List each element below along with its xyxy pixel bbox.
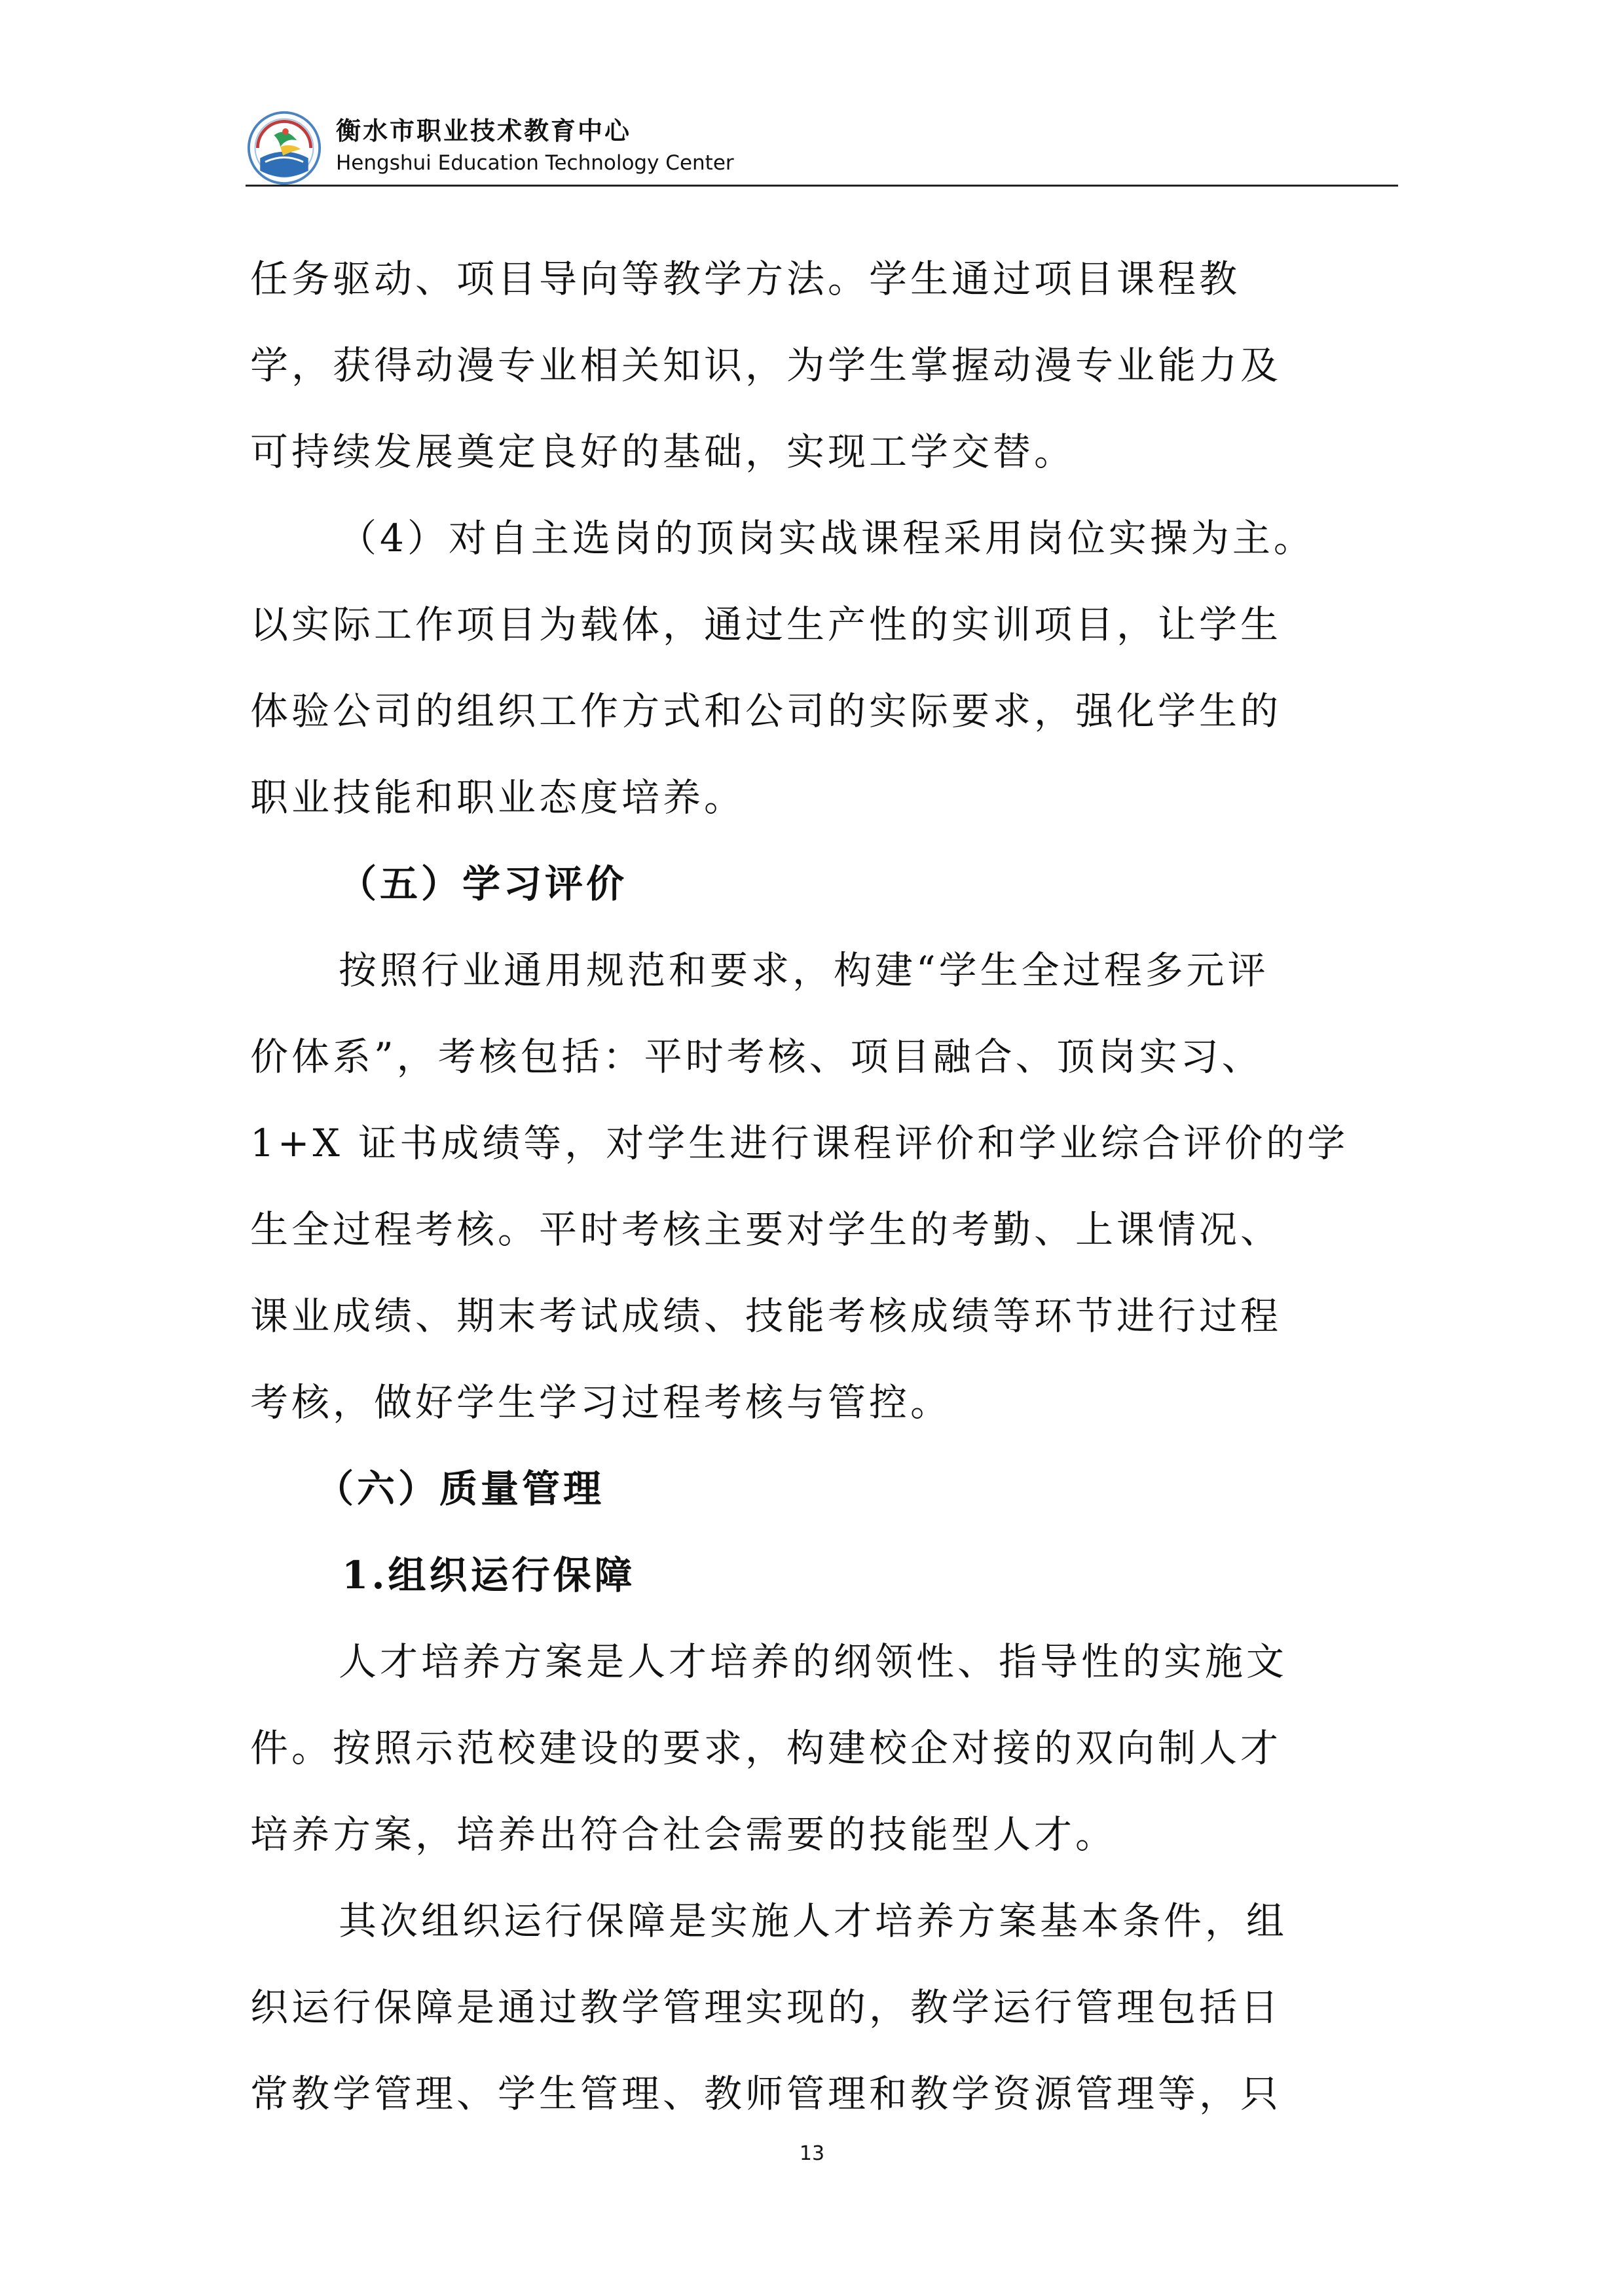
paragraph-line: 以实际工作项目为载体，通过生产性的实训项目，让学生 (250, 602, 1282, 647)
paragraph-line: 人才培养方案是人才培养的纲领性、指导性的实施文 (339, 1639, 1288, 1684)
organization-name-cn: 衡水市职业技术教育中心 (336, 116, 632, 145)
paragraph-line: 按照行业通用规范和要求，构建“学生全过程多元评 (339, 948, 1269, 993)
paragraph-line: 件。按照示范校建设的要求，构建校企对接的双向制人才 (250, 1726, 1282, 1770)
paragraph-line: 职业技能和职业态度培养。 (250, 775, 746, 820)
paragraph-line: 课业成绩、期末考试成绩、技能考核成绩等环节进行过程 (250, 1294, 1282, 1338)
paragraph-line: 考核，做好学生学习过程考核与管控。 (250, 1380, 952, 1425)
page-header (246, 105, 1398, 187)
school-emblem-icon (246, 110, 323, 186)
paragraph-line: 生全过程考核。平时考核主要对学生的考勤、上课情况、 (250, 1207, 1282, 1252)
paragraph-line: 织运行保障是通过教学管理实现的，教学运行管理包括日 (250, 1985, 1282, 2030)
header-divider (246, 185, 1398, 187)
section-heading: （六）质量管理 (316, 1467, 605, 1511)
paragraph-line: 价体系”，考核包括：平时考核、项目融合、顶岗实习、 (250, 1034, 1263, 1079)
paragraph-line: 培养方案，培养出符合社会需要的技能型人才。 (250, 1812, 1117, 1857)
paragraph-line: 1+X 证书成绩等，对学生进行课程评价和学业综合评价的学 (250, 1121, 1349, 1165)
paragraph-line: 体验公司的组织工作方式和公司的实际要求，强化学生的 (250, 689, 1282, 733)
paragraph-line: 其次组织运行保障是实施人才培养方案基本条件，组 (339, 1899, 1288, 1943)
section-heading: （五）学习评价 (339, 862, 628, 906)
paragraph-line: （4）对自主选岗的顶岗实战课程采用岗位实操为主。 (339, 516, 1315, 560)
subsection-heading: 1.组织运行保障 (342, 1553, 636, 1597)
organization-name-en: Hengshui Education Technology Center (336, 151, 734, 175)
paragraph-line: 任务驱动、项目导向等教学方法。学生通过项目课程教 (250, 257, 1241, 301)
paragraph-line: 学，获得动漫专业相关知识，为学生掌握动漫专业能力及 (250, 343, 1282, 388)
document-body (250, 236, 1383, 2137)
page-number: 13 (799, 2142, 825, 2165)
paragraph-line: 可持续发展奠定良好的基础，实现工学交替。 (250, 429, 1076, 474)
paragraph-line: 常教学管理、学生管理、教师管理和教学资源管理等，只 (250, 2071, 1282, 2116)
